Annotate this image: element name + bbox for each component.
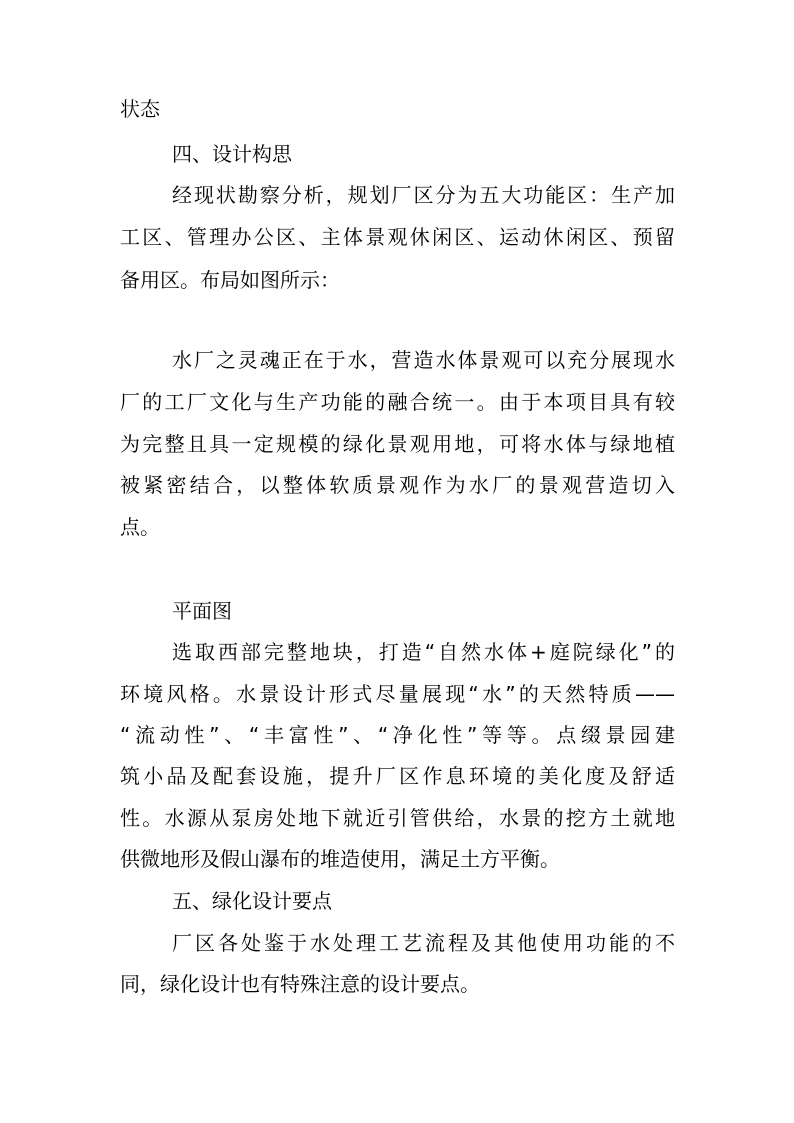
text-line-status-continuation: 状态 bbox=[120, 97, 160, 121]
paragraph-water-soul-line-2: 厂的工厂文化与生产功能的融合统一。由于本项目具有较 bbox=[120, 390, 675, 414]
paragraph-water-soul-line-1: 水厂之灵魂正在于水，营造水体景观可以充分展现水 bbox=[172, 348, 675, 372]
paragraph-functional-zones-line-2: 工区、管理办公区、主体景观休闲区、运动休闲区、预留 bbox=[120, 225, 675, 249]
paragraph-west-plot-line-5: 性。水源从泵房处地下就近引管供给，水景的挖方土就地 bbox=[120, 806, 675, 830]
paragraph-west-plot-line-3: “流动性”、“丰富性”、“净化性”等等。点缀景园建 bbox=[120, 723, 675, 747]
paragraph-greening-line-2: 同，绿化设计也有特殊注意的设计要点。 bbox=[120, 972, 480, 996]
section-heading-greening-points: 五、绿化设计要点 bbox=[172, 889, 332, 913]
paragraph-west-plot-line-2: 环境风格。水景设计形式尽量展现“水”的天然特质—— bbox=[120, 682, 675, 706]
section-heading-design-concept: 四、设计构思 bbox=[172, 142, 292, 166]
paragraph-functional-zones-line-3: 备用区。布局如图所示： bbox=[120, 268, 340, 292]
paragraph-water-soul-line-5: 点。 bbox=[120, 515, 160, 539]
paragraph-functional-zones-line-1: 经现状勘察分析，规划厂区分为五大功能区：生产加 bbox=[172, 183, 675, 207]
paragraph-greening-line-1: 厂区各处鉴于水处理工艺流程及其他使用功能的不 bbox=[172, 931, 675, 955]
paragraph-west-plot-line-6: 供微地形及假山瀑布的堆造使用，满足土方平衡。 bbox=[120, 847, 560, 871]
paragraph-west-plot-line-4: 筑小品及配套设施，提升厂区作息环境的美化度及舒适 bbox=[120, 764, 675, 788]
paragraph-water-soul-line-3: 为完整且具一定规模的绿化景观用地，可将水体与绿地植 bbox=[120, 432, 675, 456]
paragraph-water-soul-line-4: 被紧密结合，以整体软质景观作为水厂的景观营造切入 bbox=[120, 473, 675, 497]
paragraph-west-plot-line-1: 选取西部完整地块，打造“自然水体+庭院绿化”的 bbox=[172, 640, 675, 664]
heading-plan-view: 平面图 bbox=[172, 599, 232, 623]
